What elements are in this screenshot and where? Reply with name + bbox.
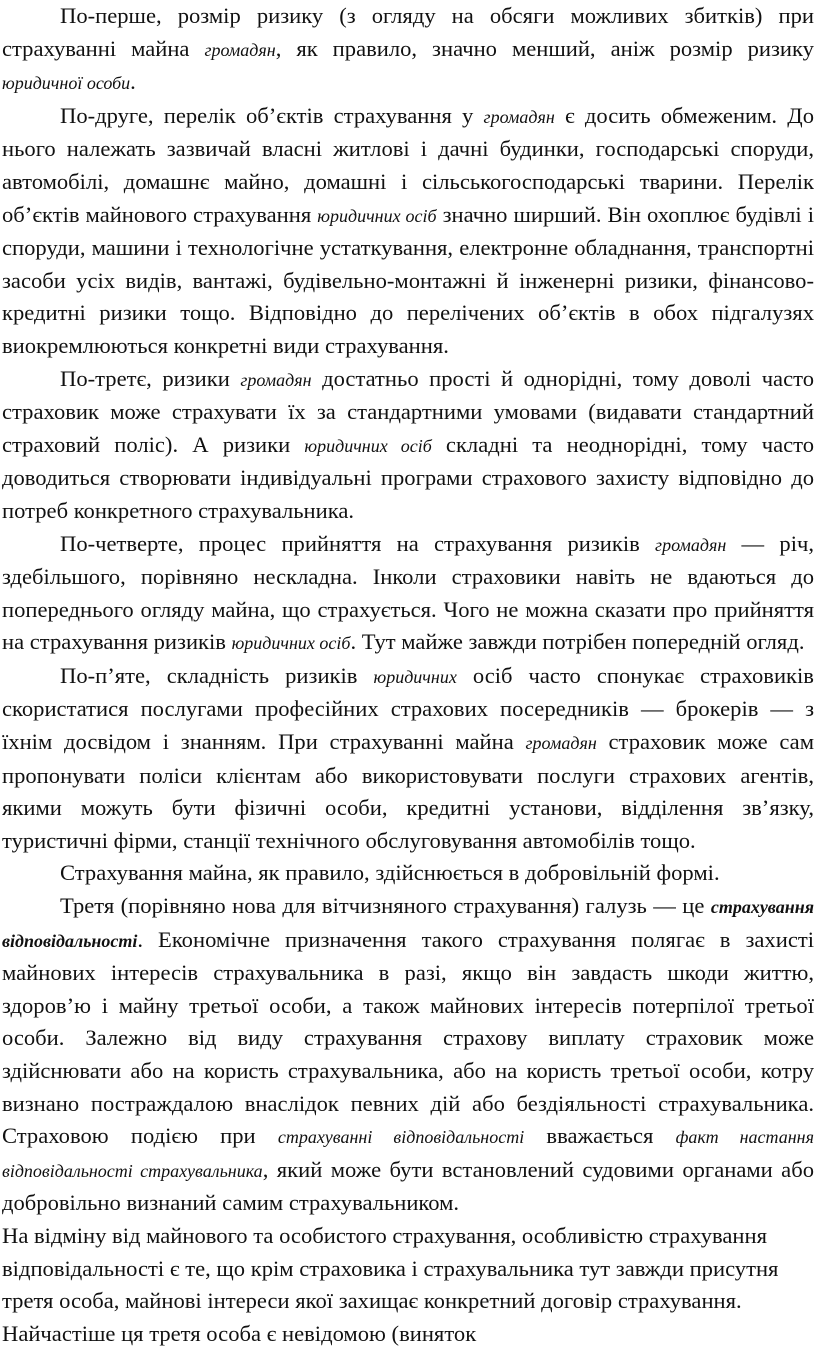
document-page	[2, 0, 814, 1350]
italic-term: юридичних осіб	[231, 633, 351, 654]
paragraph-eighth: На відміну від майнового та особистого страхування, особливістю страхування відповідальності є те, що крім страховика і страхувальника тут завжди присутня третя особа, майнові інтереси якої захищає конкретний договір страхування. Найчастіше ця третя особа є невідомою (виняток	[2, 1222, 779, 1346]
paragraph-first: По-перше, розмір ризику (з огляду на обсяги можливих збитків) при страхуванні майна громадян, як правило, значно менший, аніж розмір ризику юридичної особи.	[2, 3, 814, 95]
italic-term: громадян	[204, 39, 276, 60]
paragraph-second: По-друге, перелік об’єктів страхування у громадян є досить обмеженим. До нього належать зазвичай власні житлові і дачні будинки, господарські споруди, автомобілі, домашнє майно, домашні і сільськогосподарські тварини. Перелік об’єктів майнового страхування юридичних осіб значно ширший. Він охоплює будівлі і споруди, машини і технологічне устаткування, електронне обладнання, транспортні засоби усіх видів, вантажі, будівельно-монтажні й інженерні ризики, фінансово-кредитні ризики тощо. Відповідно до перелічених об’єктів в обох підгалузях виокремлюються конкретні види страхування.	[2, 102, 814, 358]
paragraph-fourth: По-четверте, процес прийняття на страхування ризиків громадян — річ, здебільшого, порівняно нескладна. Інколи страховики навіть не вдаються до попереднього огляду майна, що страхується. Чого не можна сказати про прийняття на страхування ризиків юридичних осіб. Тут майже завжди потрібен попередній огляд.	[2, 530, 814, 655]
paragraph-fifth: По-п’яте, складність ризиків юридичних осіб часто спонукає страховиків скористатися послугами професійних страхових посередників — брокерів — з їхнім досвідом і знанням. При страхуванні майна громадян страховик може сам пропонувати поліси клієнтам або використовувати послуги страхових агентів, якими можуть бути фізичні особи, кредитні установи, відділення зв’язку, туристичні фірми, станції технічного обслуговування автомобілів тощо.	[2, 662, 814, 853]
bold-italic-term: страхування відповідальності	[2, 897, 814, 951]
italic-term: громадян	[483, 106, 555, 127]
paragraph-sixth: Страхування майна, як правило, здійснюється в добровільній формі.	[60, 860, 720, 886]
italic-term: юридичних осіб	[317, 205, 437, 226]
italic-term: громадян	[655, 534, 727, 555]
paragraph-third: По-третє, ризики громадян достатньо прості й однорідні, тому доволі часто страховик може страхувати їх за стандартними умовами (видавати стандартний страховий поліс). А ризики юридичних осіб складні та неоднорідні, тому часто доводиться створювати індивідуальні програми страхового захисту відповідно до потреб конкретного страхувальника.	[2, 365, 815, 523]
italic-term: факт настання відповідальності страхувальника	[2, 1127, 814, 1181]
italic-term: страхуванні відповідальності	[277, 1127, 525, 1148]
italic-term: громадян	[240, 369, 312, 390]
italic-term: юридичної особи	[2, 73, 131, 94]
italic-term: юридичних	[373, 666, 457, 687]
paragraph-seventh: Третя (порівняно нова для вітчизняного страхування) галузь — це страхування відповідальності. Економічне призначення такого страхування полягає в захисті майнових інтересів страхувальника в разі, якщо він завдасть шкоди життю, здоров’ю і майну третьої особи, а також майнових інтересів потерпілої третьої особи. Залежно від виду страхування страхову виплату страховик може здійснювати або на користь страхувальника, або на користь третьої особи, котру визнано постраждалою внаслідок певних дій або бездіяльності страхувальника. Страховою подією при страхуванні відповідальності вважається факт настання відповідальності страхувальника, який може бути встановлений судовими органами або добровільно визнаний самим страхувальником.	[2, 893, 814, 1216]
italic-term: громадян	[525, 733, 597, 754]
italic-term: юридичних осіб	[304, 435, 432, 456]
